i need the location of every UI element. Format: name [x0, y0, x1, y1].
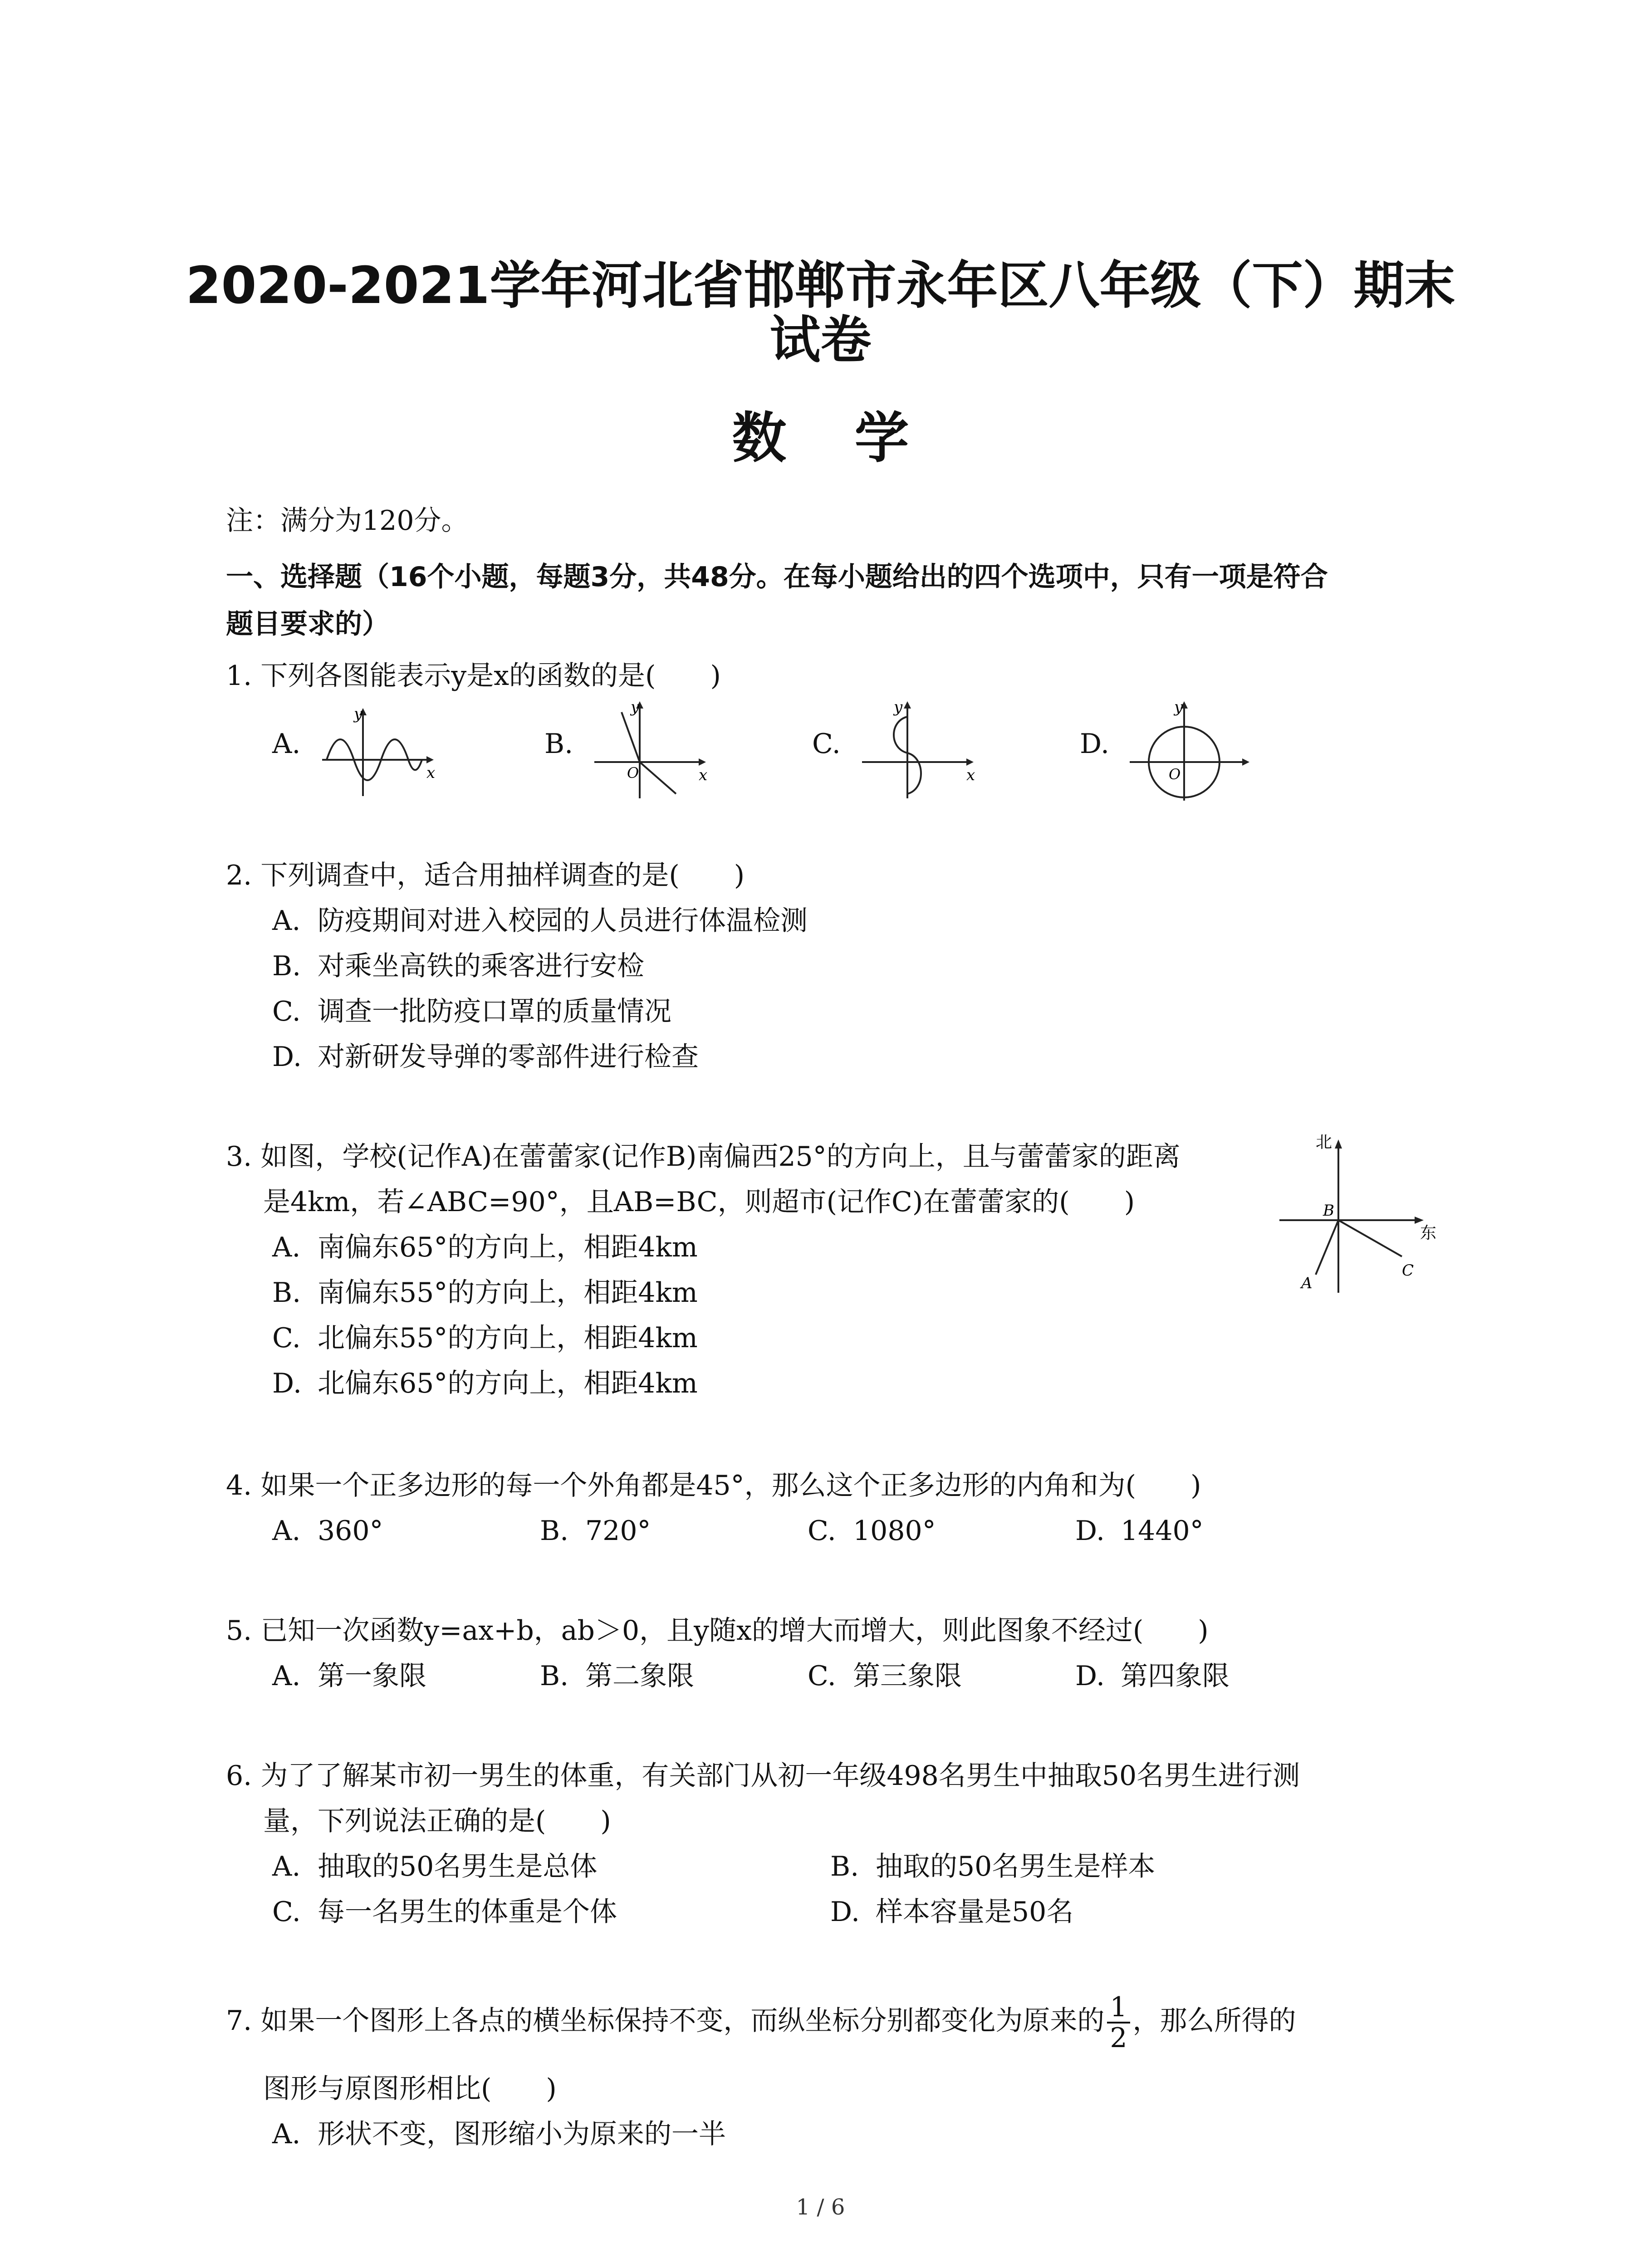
q1-a-x-label: x [426, 764, 436, 782]
q7-fraction-numerator: 1 [1107, 1993, 1130, 2024]
q3-option-c-letter: C. [272, 1322, 301, 1354]
q1-b-origin: O [627, 764, 639, 782]
q3-north-label: 北 [1316, 1133, 1332, 1152]
q3-option-c [272, 1320, 698, 1356]
q5-stem: 5. 已知一次函数y=ax+b，ab＞0，且y随x的增大而增大，则此图象不经过( ) [226, 1615, 1209, 1647]
q4-option-c [808, 1513, 936, 1549]
q7-option-a-text: 形状不变，图形缩小为原来的一半 [318, 2118, 726, 2150]
q5-option-b [540, 1658, 694, 1694]
q1-b-x-arrow [699, 758, 706, 766]
q7-stem-line1 [226, 1991, 1296, 2053]
q1-option-d-label: D. [1080, 728, 1110, 760]
q2-option-a [272, 903, 808, 939]
q4-option-d-text: 1440° [1121, 1515, 1204, 1547]
q1-c-y-arrow [904, 701, 911, 709]
q6-stem-line1: 6. 为了了解某市初一男生的体重，有关部门从初一年级498名男生中抽取50名男生进行测 [226, 1760, 1300, 1792]
q1-b-ray-down [640, 762, 676, 794]
q4-option-a-letter: A. [272, 1515, 301, 1547]
q7-option-a-letter: A. [272, 2118, 301, 2150]
q1-d-y-label: y [1174, 699, 1183, 716]
q1-a-x-arrow [426, 756, 434, 763]
q4-option-a [272, 1513, 383, 1549]
q5-option-b-letter: B. [540, 1660, 569, 1692]
q7-stem-before: 7. 如果一个图形上各点的横坐标保持不变，而纵坐标分别都变化为原来的 [226, 2005, 1105, 2037]
q4-stem: 4. 如果一个正多边形的每一个外角都是45°，那么这个正多边形的内角和为( ) [226, 1470, 1201, 1501]
q3-option-d-text: 北偏东65°的方向上，相距4km [318, 1368, 698, 1399]
q3-option-b-text: 南偏东55°的方向上，相距4km [318, 1277, 698, 1309]
q2-stem: 2. 下列调查中，适合用抽样调查的是( ) [226, 860, 745, 891]
q1-c-x-arrow [966, 758, 974, 766]
q6-option-d-letter: D. [830, 1896, 860, 1928]
q3-option-c-text: 北偏东55°的方向上，相距4km [318, 1322, 698, 1354]
q5-option-c-letter: C. [808, 1660, 836, 1692]
q2-option-d [272, 1039, 699, 1075]
q5-option-d-letter: D. [1075, 1660, 1105, 1692]
q3-stem-line2: 是4km，若∠ABC=90°，且AB=BC，则超市(记作C)在蕾蕾家的( ) [263, 1186, 1135, 1218]
q6-option-c [272, 1894, 617, 1930]
q6-stem-line2: 量，下列说法正确的是( ) [263, 1805, 611, 1837]
q1-b-ray-up [622, 712, 640, 762]
q5-option-b-text: 第二象限 [585, 1660, 694, 1692]
page-number: 1 / 6 [796, 2195, 845, 2220]
q2-option-c-text: 调查一批防疫口罩的质量情况 [318, 996, 671, 1027]
q4-option-c-text: 1080° [853, 1515, 936, 1547]
q6-option-a-letter: A. [272, 1851, 301, 1882]
q6-option-d [830, 1894, 1073, 1930]
q4-option-a-text: 360° [318, 1515, 383, 1547]
q3-stem-line1: 3. 如图，学校(记作A)在蕾蕾家(记作B)南偏西25°的方向上，且与蕾蕾家的距离 [226, 1141, 1181, 1173]
q3-option-d-letter: D. [272, 1368, 302, 1399]
q1-d-origin: O [1169, 766, 1181, 783]
q3-point-a: A [1301, 1274, 1313, 1292]
q1-graph-a [318, 705, 436, 801]
q5-option-c-text: 第三象限 [853, 1660, 962, 1692]
q2-option-b-text: 对乘坐高铁的乘客进行安检 [318, 950, 644, 982]
q7-fraction [1107, 1993, 1130, 2053]
q5-option-a-letter: A. [272, 1660, 301, 1692]
q6-option-b [830, 1848, 1155, 1885]
q6-option-d-text: 样本容量是50名 [876, 1896, 1074, 1928]
q3-option-a [272, 1229, 698, 1266]
q6-option-b-letter: B. [830, 1851, 859, 1882]
score-note: 注：满分为120分。 [226, 505, 469, 537]
q4-option-b [540, 1513, 651, 1549]
q3-option-b-letter: B. [272, 1277, 301, 1309]
q3-option-a-text: 南偏东65°的方向上，相距4km [318, 1232, 698, 1263]
q1-d-x-arrow [1242, 758, 1249, 766]
q1-c-y-label: y [894, 699, 903, 716]
q5-option-c [808, 1658, 962, 1694]
subject-title: 数学 [732, 407, 977, 470]
q6-option-c-letter: C. [272, 1896, 301, 1928]
q6-option-a [272, 1848, 597, 1885]
q1-option-a-label: A. [272, 728, 301, 760]
q2-option-d-letter: D. [272, 1041, 302, 1073]
q3-direction-figure [1270, 1129, 1443, 1302]
q3-option-b [272, 1275, 698, 1311]
q6-option-c-text: 每一名男生的体重是个体 [318, 1896, 617, 1928]
q4-option-c-letter: C. [808, 1515, 836, 1547]
q1-b-y-label: y [631, 699, 640, 716]
q1-graph-d [1125, 699, 1252, 803]
q6-option-b-text: 抽取的50名男生是样本 [876, 1851, 1156, 1882]
q4-option-d [1075, 1513, 1204, 1549]
q3-north-arrow [1335, 1139, 1342, 1149]
q3-option-d [272, 1365, 698, 1402]
q3-east-arrow [1415, 1217, 1424, 1224]
q1-graph-b [590, 699, 708, 803]
q2-option-d-text: 对新研发导弹的零部件进行检查 [318, 1041, 699, 1073]
q3-point-c: C [1402, 1261, 1414, 1280]
q7-stem-after: ，那么所得的 [1132, 2005, 1296, 2037]
q5-option-d [1075, 1658, 1230, 1694]
q2-option-b-letter: B. [272, 950, 301, 982]
section-heading-line2: 题目要求的） [226, 608, 389, 640]
q1-b-x-label: x [699, 766, 708, 784]
q3-segment-bc [1338, 1220, 1402, 1256]
exam-title-line1: 2020-2021学年河北省邯郸市永年区八年级（下）期末 [186, 256, 1455, 315]
q2-option-c [272, 993, 671, 1030]
q1-stem: 1. 下列各图能表示y是x的函数的是( ) [226, 660, 721, 692]
q1-a-y-label: y [354, 705, 363, 723]
q1-option-c-label: C. [812, 728, 841, 760]
q2-option-c-letter: C. [272, 996, 301, 1027]
q4-option-b-text: 720° [585, 1515, 651, 1547]
q5-option-a [272, 1658, 426, 1694]
q6-option-a-text: 抽取的50名男生是总体 [318, 1851, 598, 1882]
q4-option-b-letter: B. [540, 1515, 569, 1547]
section-heading-line1: 一、选择题（16个小题，每题3分，共48分。在每小题给出的四个选项中，只有一项是符合 [226, 561, 1328, 593]
q5-option-a-text: 第一象限 [318, 1660, 426, 1692]
q4-option-d-letter: D. [1075, 1515, 1105, 1547]
exam-title-line2: 试卷 [769, 311, 872, 370]
q2-option-a-text: 防疫期间对进入校园的人员进行体温检测 [318, 905, 808, 937]
q1-graph-c [857, 699, 975, 803]
q2-option-b [272, 948, 644, 984]
q3-option-a-letter: A. [272, 1232, 301, 1263]
q5-option-d-text: 第四象限 [1121, 1660, 1230, 1692]
q7-fraction-denominator: 2 [1110, 2022, 1127, 2054]
q2-option-a-letter: A. [272, 905, 301, 937]
q3-east-label: 东 [1420, 1224, 1437, 1242]
q1-option-b-label: B. [544, 728, 573, 760]
q7-stem-line2: 图形与原图形相比( ) [263, 2073, 557, 2105]
q3-segment-ba [1316, 1220, 1338, 1275]
section-heading [226, 553, 1451, 648]
q7-option-a [272, 2116, 726, 2152]
q3-point-b: B [1323, 1202, 1334, 1220]
q1-c-x-label: x [966, 766, 975, 784]
